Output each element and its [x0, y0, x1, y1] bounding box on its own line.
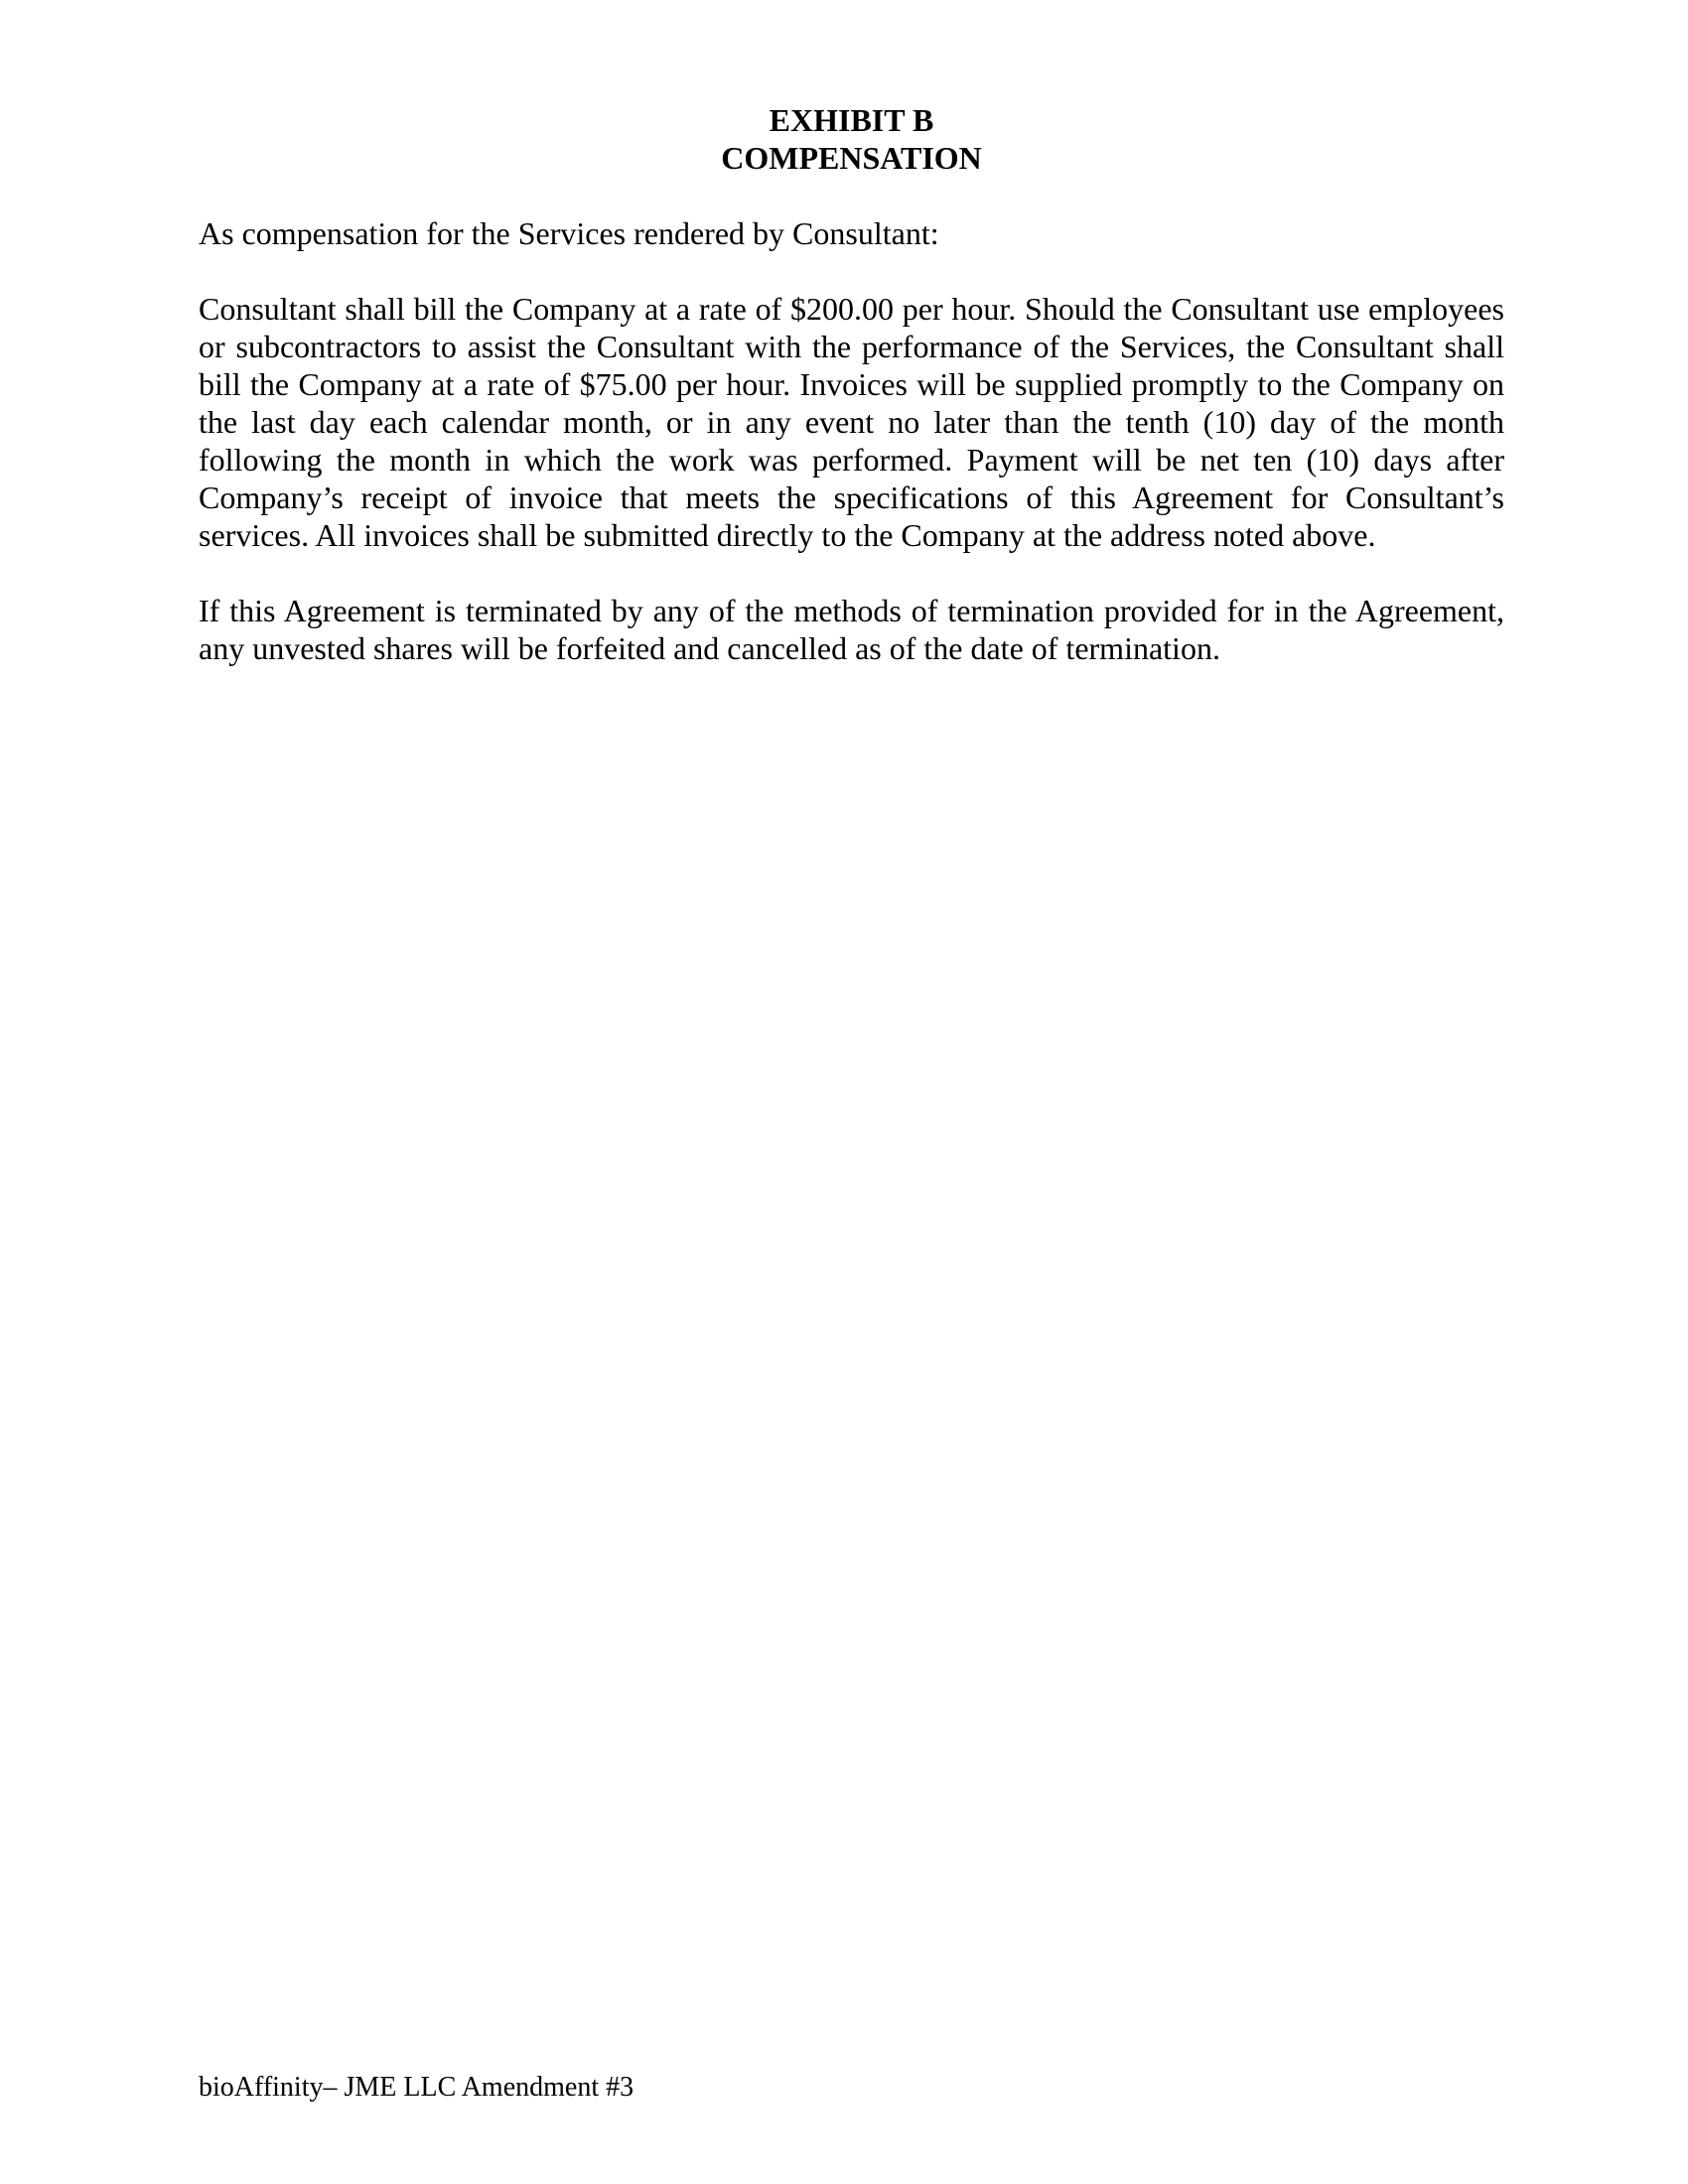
compensation-paragraph: Consultant shall bill the Company at a rate of $200.00 per hour. Should the Consultant use employees or subcontractors to assist the Consultant with the performance of the Services, the Consultant shall bill the Company at a rate of $75.00 per hour. Invoices will be supplied promptly to the Company on the last day each calendar month, or in any event no later than the tenth (10) day of the month following the month in which the work was performed. Payment will be net ten (10) days after Company’s receipt of invoice that meets the specifications of this Agreement for Consultant’s services. All invoices shall be submitted directly to the Company at the address noted above.	[199, 291, 1504, 553]
termination-paragraph: If this Agreement is terminated by any of the methods of termination provided for in the Agreement, any unvested shares will be forfeited and cancelled as of the date of termination.	[199, 593, 1504, 666]
title-compensation-line: COMPENSATION	[721, 140, 982, 176]
intro-paragraph: As compensation for the Services rendered by Consultant:	[199, 215, 939, 251]
footer-document-reference: bioAffinity– JME LLC Amendment #3	[199, 2072, 634, 2103]
title-exhibit-line: EXHIBIT B	[769, 102, 934, 138]
document-content	[0, 0, 1688, 667]
document-title	[199, 101, 1504, 177]
